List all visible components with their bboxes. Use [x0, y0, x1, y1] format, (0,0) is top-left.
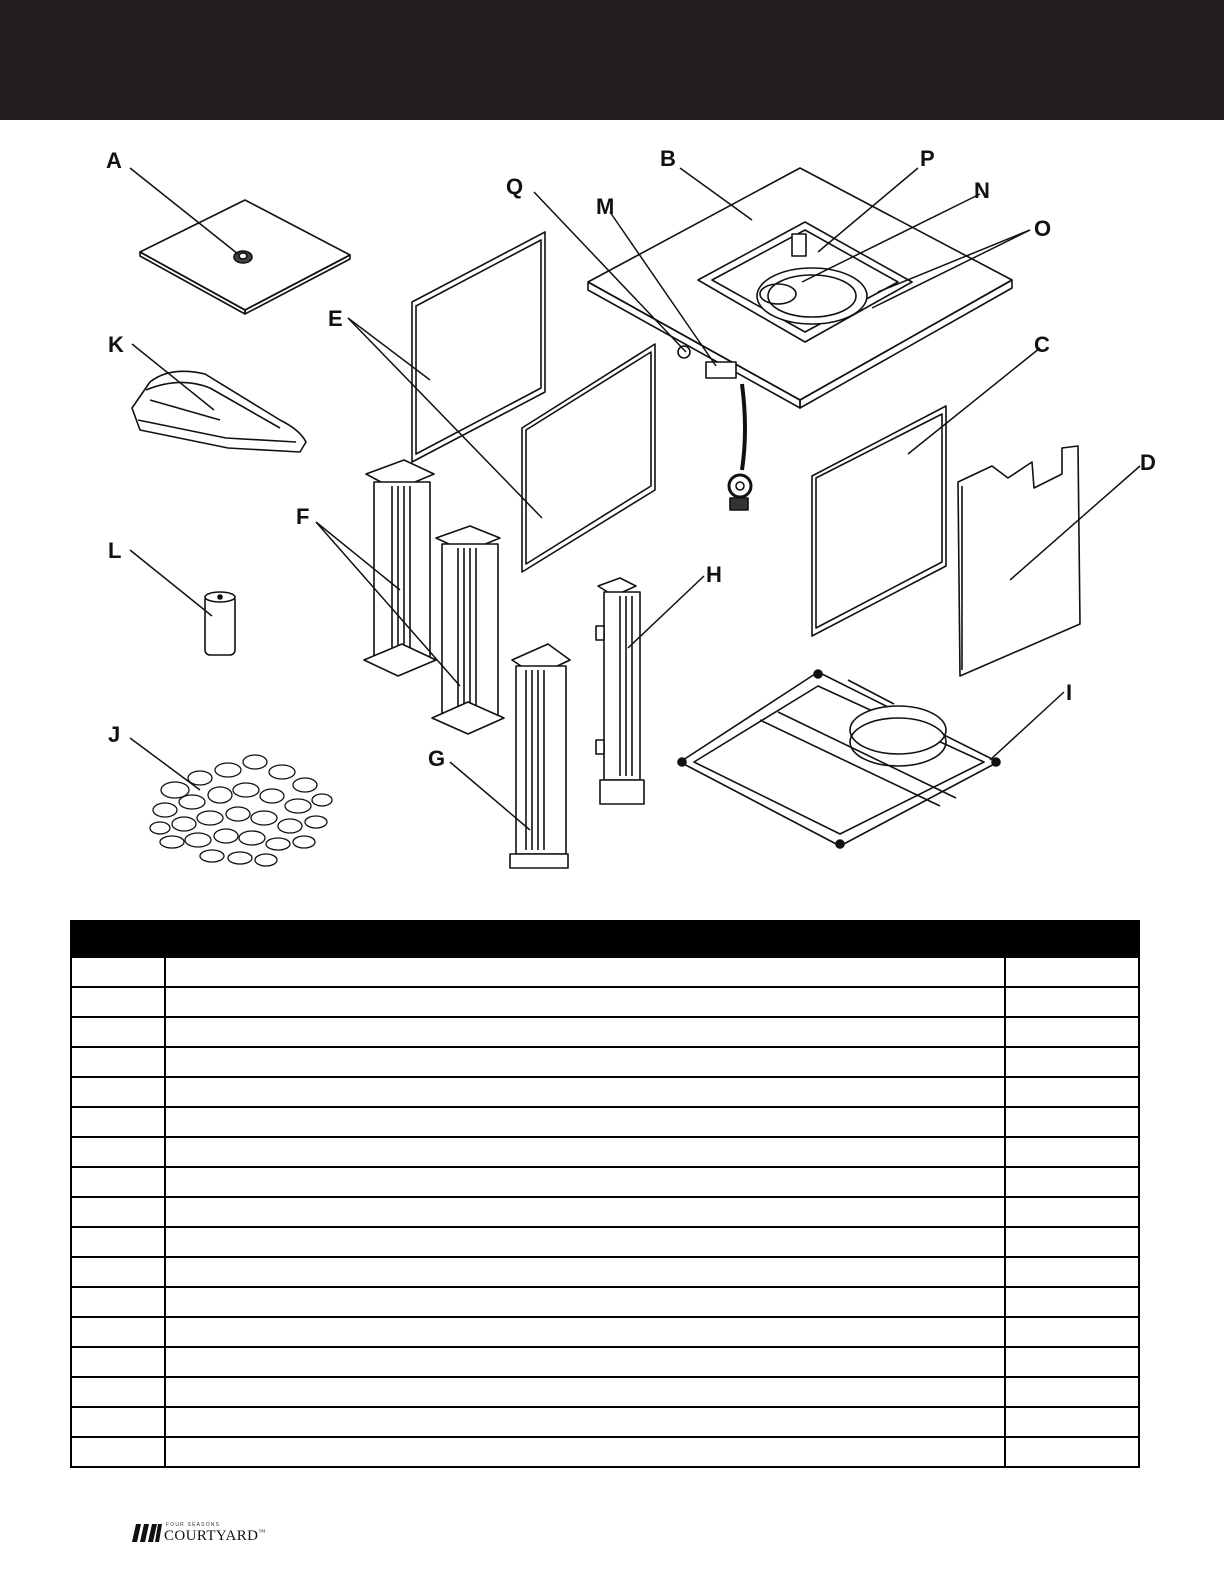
label-g: G [428, 746, 446, 771]
table-cell [1005, 1227, 1139, 1257]
table-row [71, 1257, 1139, 1287]
table-cell [165, 1137, 1005, 1167]
table-cell [1005, 1287, 1139, 1317]
parts-table [70, 920, 1140, 1468]
table-row [71, 1347, 1139, 1377]
table-cell [165, 1407, 1005, 1437]
table-cell [165, 1257, 1005, 1287]
part-back-panel-d [958, 446, 1080, 676]
table-cell [165, 1437, 1005, 1467]
table-cell [165, 957, 1005, 987]
table-cell [1005, 957, 1139, 987]
label-f: F [296, 504, 310, 529]
table-cell [1005, 1377, 1139, 1407]
table-cell [1005, 1107, 1139, 1137]
table-row [71, 1377, 1139, 1407]
header-cell [1005, 921, 1139, 957]
table-cell [71, 1377, 165, 1407]
table-cell [1005, 1257, 1139, 1287]
table-cell [71, 1107, 165, 1137]
label-o: O [1034, 216, 1052, 241]
table-row [71, 957, 1139, 987]
table-row [71, 1167, 1139, 1197]
label-q: Q [506, 174, 524, 199]
table-cell [1005, 1077, 1139, 1107]
label-e: E [328, 306, 343, 331]
table-cell [1005, 1437, 1139, 1467]
table-cell [165, 1197, 1005, 1227]
table-row [71, 1317, 1139, 1347]
table-row [71, 1407, 1139, 1437]
table-row [71, 1197, 1139, 1227]
table-cell [165, 987, 1005, 1017]
label-a: A [106, 148, 122, 173]
part-leg-h [596, 578, 644, 804]
part-leg-g [510, 644, 570, 868]
table-row [71, 987, 1139, 1017]
table-cell [71, 957, 165, 987]
table-cell [165, 1377, 1005, 1407]
table-cell [71, 1407, 165, 1437]
table-cell [165, 1077, 1005, 1107]
table-cell [165, 1317, 1005, 1347]
table-cell [71, 1437, 165, 1467]
header-bar [0, 0, 1224, 120]
table-cell [1005, 1197, 1139, 1227]
brand-stripes-icon [132, 1524, 162, 1542]
table-cell [1005, 1167, 1139, 1197]
table-cell [1005, 987, 1139, 1017]
table-cell [165, 1107, 1005, 1137]
table-row [71, 1137, 1139, 1167]
label-j: J [108, 722, 121, 747]
table-cell [1005, 1347, 1139, 1377]
table-row [71, 1107, 1139, 1137]
table-cell [71, 1017, 165, 1047]
table-row [71, 1227, 1139, 1257]
header-cell [165, 921, 1005, 957]
table-cell [1005, 1017, 1139, 1047]
table-cell [71, 1287, 165, 1317]
table-row [71, 1437, 1139, 1467]
table-cell [71, 1137, 165, 1167]
table-header-row [71, 921, 1139, 957]
table-cell [165, 1047, 1005, 1077]
table-cell [165, 1287, 1005, 1317]
trademark-mark: ™ [258, 1528, 266, 1536]
table-cell [71, 1317, 165, 1347]
brand-logo [132, 1522, 282, 1548]
table-cell [71, 1077, 165, 1107]
table-cell [71, 987, 165, 1017]
table-row [71, 1017, 1139, 1047]
table-cell [71, 1047, 165, 1077]
brand-small-text: FOUR SEASONS [166, 1522, 221, 1528]
table-row [71, 1287, 1139, 1317]
table-cell [165, 1227, 1005, 1257]
label-b: B [660, 146, 676, 171]
table-cell [165, 1347, 1005, 1377]
label-c: C [1034, 332, 1050, 357]
label-k: K [108, 332, 124, 357]
part-base-frame [678, 670, 1000, 848]
table-cell [1005, 1137, 1139, 1167]
table-cell [165, 1167, 1005, 1197]
table-cell [71, 1347, 165, 1377]
table-cell [71, 1257, 165, 1287]
part-cover [132, 371, 306, 452]
table-row [71, 1077, 1139, 1107]
part-glass-rocks [150, 755, 332, 866]
header-cell [71, 921, 165, 957]
label-i: I [1066, 680, 1073, 705]
table-cell [165, 1017, 1005, 1047]
label-h: H [706, 562, 722, 587]
label-m: M [596, 194, 615, 219]
brand-name [164, 1528, 266, 1545]
brand-name-text: COURTYARD [164, 1528, 259, 1544]
table-cell [71, 1167, 165, 1197]
table-cell [71, 1197, 165, 1227]
parts-diagram [0, 130, 1224, 910]
part-battery [205, 592, 235, 655]
label-p: P [920, 146, 935, 171]
part-corner-legs-f [364, 460, 504, 734]
table-cell [1005, 1407, 1139, 1437]
table-cell [71, 1227, 165, 1257]
table-cell [1005, 1317, 1139, 1347]
label-d: D [1140, 450, 1156, 475]
part-lid [140, 200, 350, 314]
label-n: N [974, 178, 990, 203]
table-row [71, 1047, 1139, 1077]
table-cell [1005, 1047, 1139, 1077]
label-l: L [108, 538, 122, 563]
